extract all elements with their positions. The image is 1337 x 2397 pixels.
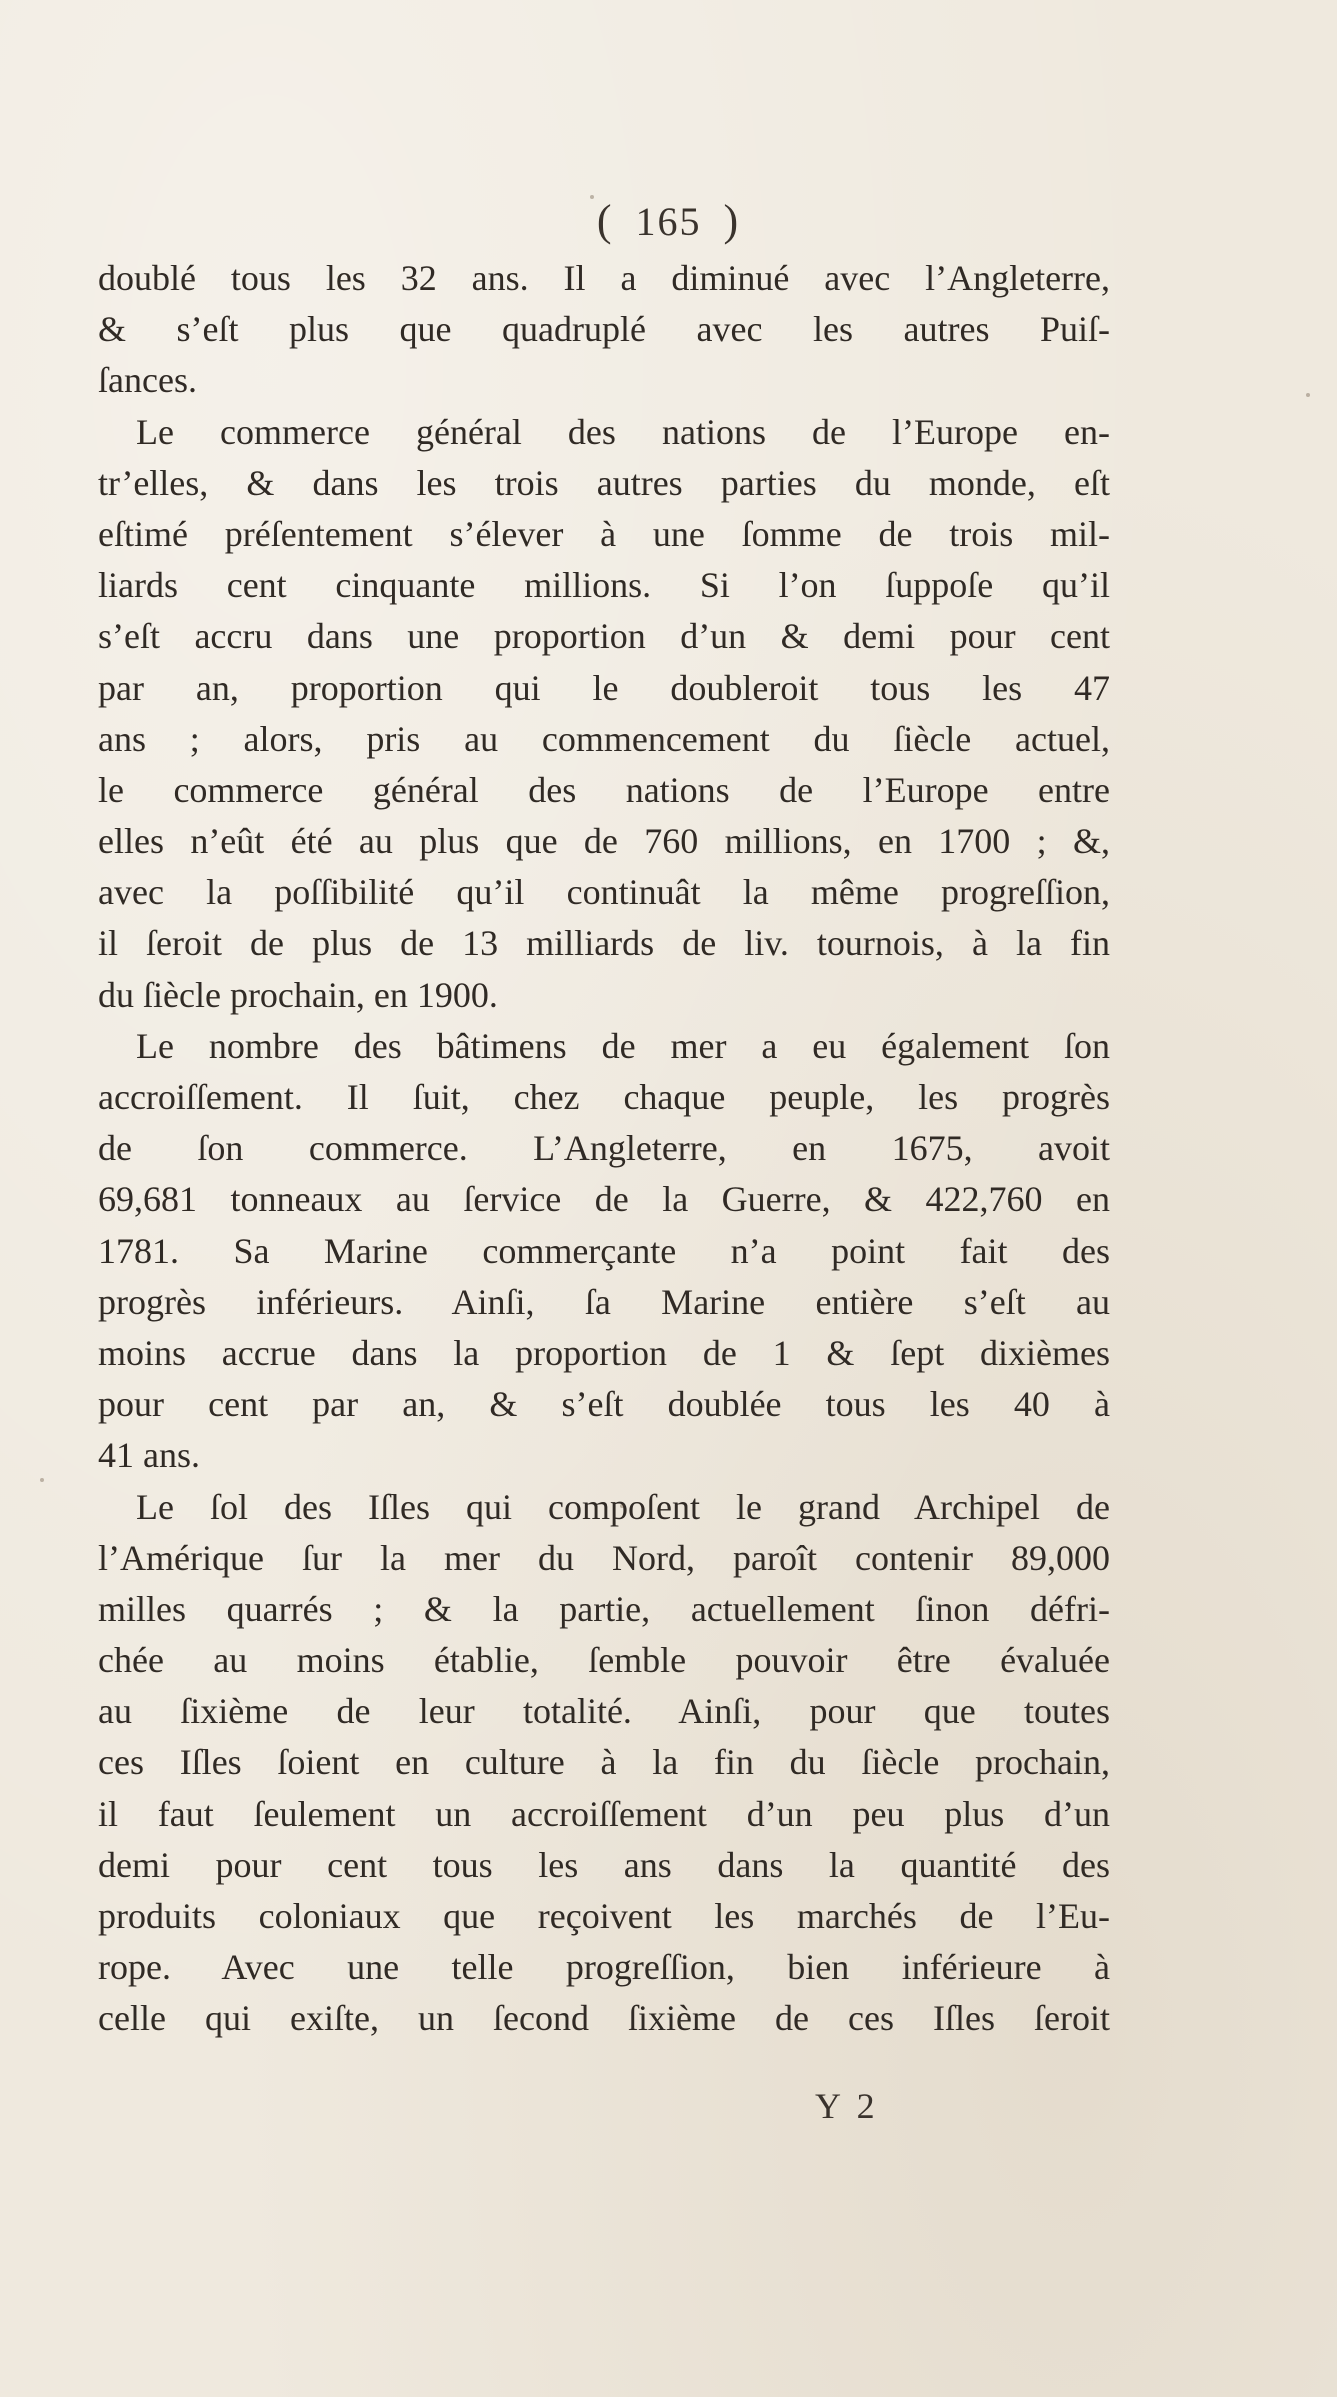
text-line: au ſixième de leur totalité. Ainſi, pour que toutes [98,1691,1110,1732]
text-line: milles quarrés ; & la partie, actuellement ſinon défri- [98,1588,1110,1629]
text-line: chée au moins établie, ſemble pouvoir être évaluée [98,1640,1110,1681]
page-header [0,195,1337,246]
text-line: doublé tous les 32 ans. Il a diminué avec l’Angleterre, [98,258,1110,298]
ink-speck [1306,393,1310,397]
text-line: Le nombre des bâtimens de mer a eu également ſon [136,1025,1110,1066]
text-line: il faut ſeulement un accroiſſement d’un peu plus d’un [98,1793,1110,1834]
text-line: Le commerce général des nations de l’Europe en- [136,411,1110,452]
text-line: pour cent par an, & s’eſt doublée tous les 40 à [98,1384,1110,1425]
ink-speck [620,1504,624,1508]
text-line: celle qui exiſte, un ſecond ſixième de ces Iſles ſeroit [98,1998,1110,2039]
text-line: accroiſſement. Il ſuit, chez chaque peuple, les progrès [98,1077,1110,1117]
text-line: s’eſt accru dans une proportion d’un & demi pour cent [98,616,1110,657]
text-line: liards cent cinquante millions. Si l’on ſuppoſe qu’il [98,565,1110,606]
text-line: & s’eſt plus que quadruplé avec les autres Puiſ- [98,309,1110,350]
header-open-paren: ( [596,196,614,245]
body-text [98,253,1110,2045]
text-line: il ſeroit de plus de 13 milliards de liv. tournois, à la fin [98,923,1110,964]
text-line: elles n’eût été au plus que de 760 millions, en 1700 ; &, [98,821,1110,862]
text-line: avec la poſſibilité qu’il continuât la même progreſſion, [98,872,1110,913]
text-line: par an, proportion qui le doubleroit tous les 47 [98,667,1110,708]
text-line: eſtimé préſentement s’élever à une ſomme de trois mil- [98,513,1110,554]
text-line: produits coloniaux que reçoivent les marchés de l’Eu- [98,1896,1110,1936]
ink-speck [590,195,594,199]
text-line: ſances. [98,360,197,401]
text-line: Le ſol des Iſles qui compoſent le grand Archipel de [136,1486,1110,1527]
text-line: l’Amérique ſur la mer du Nord, paroît contenir 89,000 [98,1537,1110,1578]
text-line: 1781. Sa Marine commerçante n’a point fait des [98,1230,1110,1271]
text-line: demi pour cent tous les ans dans la quantité des [98,1844,1110,1885]
text-line: 41 ans. [98,1435,200,1476]
text-line: tr’elles, & dans les trois autres parties du monde, eſt [98,462,1110,503]
text-line: progrès inférieurs. Ainſi, ſa Marine entière s’eſt au [98,1281,1110,1322]
text-line: le commerce général des nations de l’Europe entre [98,769,1110,810]
text-line: ans ; alors, pris au commencement du ſiècle actuel, [98,718,1110,759]
text-line: ces Iſles ſoient en culture à la fin du ſiècle prochain, [98,1742,1110,1783]
page-number: 165 [635,199,702,244]
text-line: de ſon commerce. L’Angleterre, en 1675, avoit [98,1128,1110,1169]
ink-speck [40,1478,44,1482]
text-line: 69,681 tonneaux au ſervice de la Guerre, & 422,760 en [98,1179,1110,1220]
text-line: du ſiècle prochain, en 1900. [98,974,498,1015]
signature-mark: Y 2 [815,2086,879,2126]
text-line: moins accrue dans la proportion de 1 & ſept dixièmes [98,1332,1110,1373]
header-close-paren: ) [723,196,741,245]
text-line: rope. Avec une telle progreſſion, bien inférieure à [98,1947,1110,1988]
